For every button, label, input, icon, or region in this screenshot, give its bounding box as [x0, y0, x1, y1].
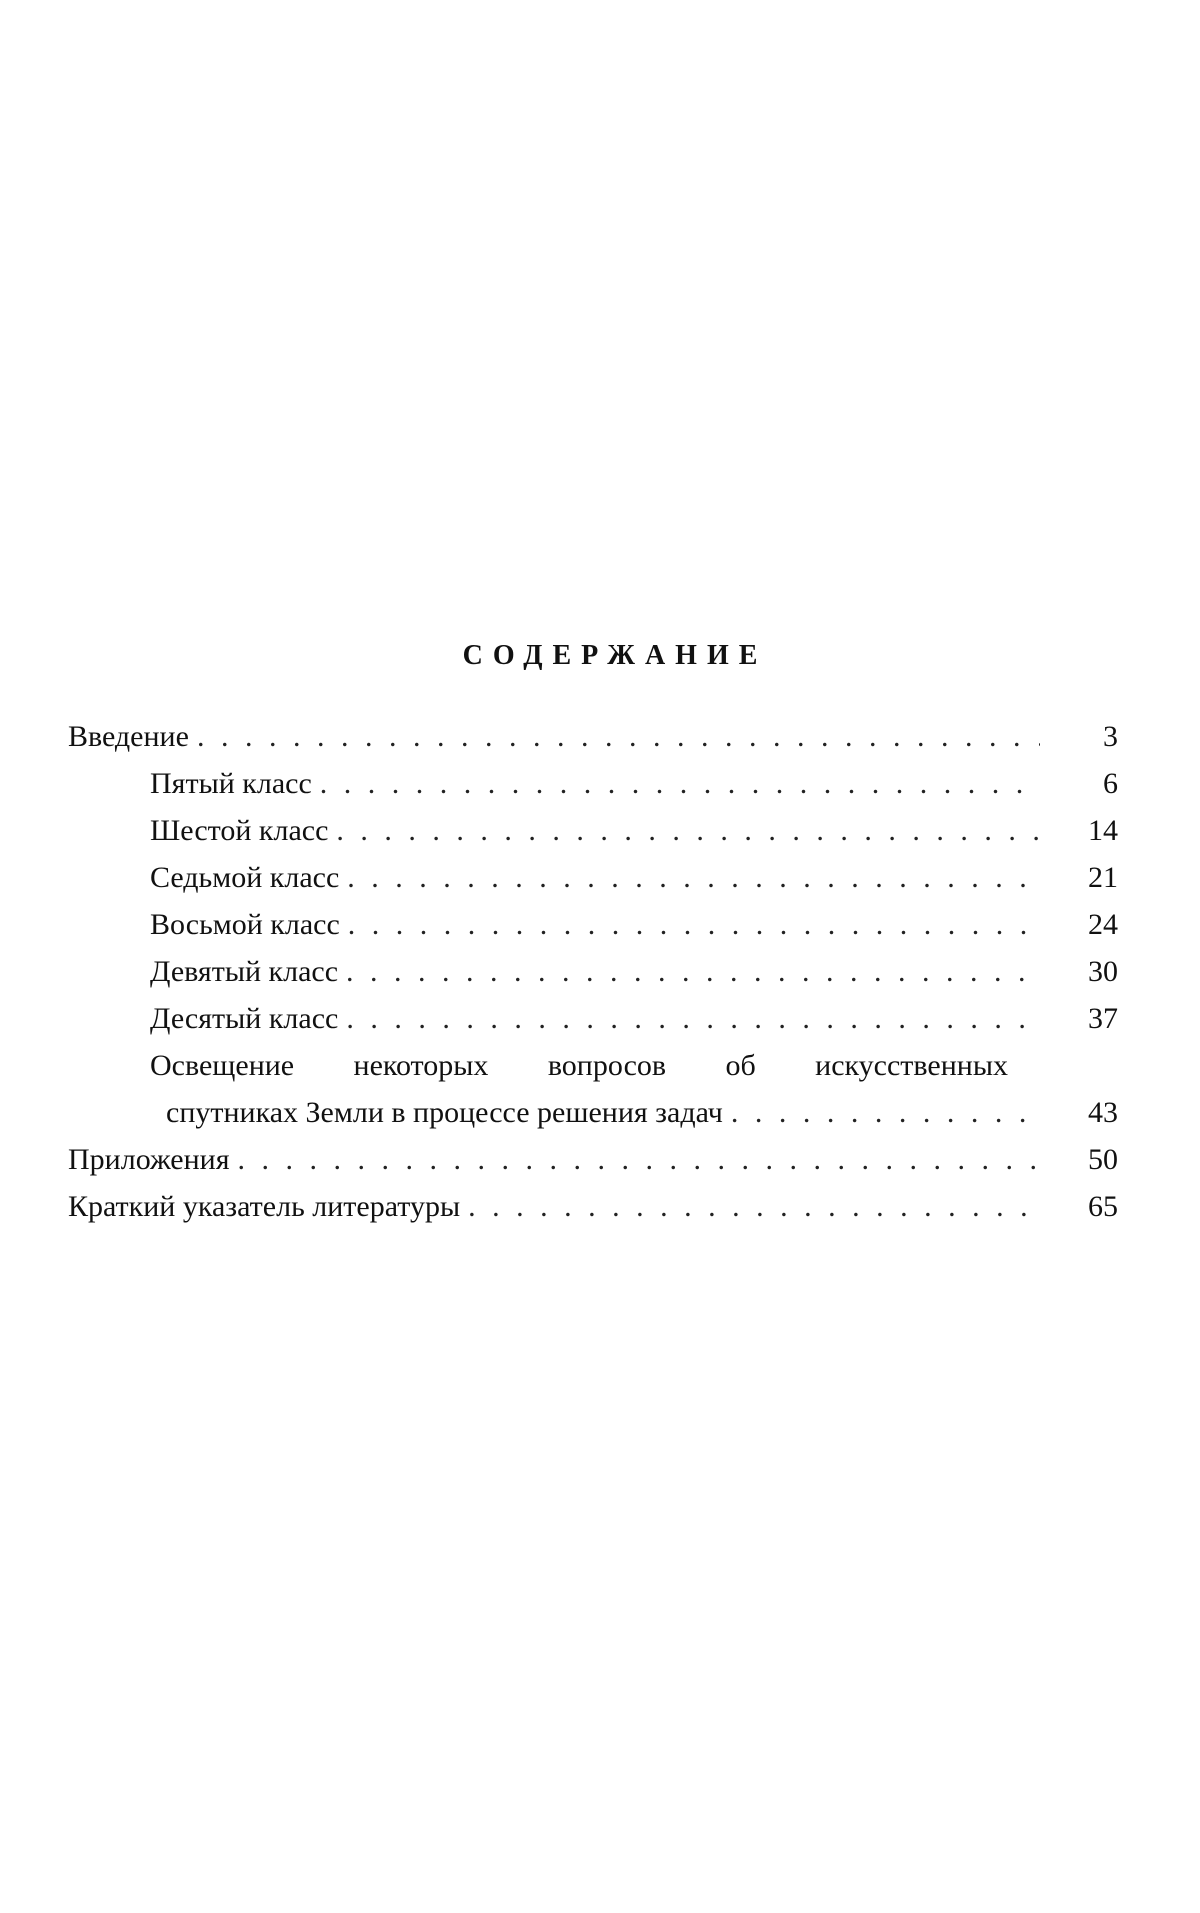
dot-leader: [347, 861, 1040, 895]
dot-leader: [336, 814, 1040, 848]
toc-page-number: 43: [1088, 1096, 1118, 1129]
dot-leader: [468, 1190, 1040, 1224]
toc-entry-tenth-grade: [68, 1002, 1118, 1049]
toc-entry-label: Десятый класс: [150, 1002, 339, 1035]
toc-entry-label: Седьмой класс: [150, 861, 340, 894]
table-of-contents: [68, 720, 1118, 1237]
toc-page-number: 21: [1088, 861, 1118, 894]
dot-leader: [197, 720, 1040, 754]
toc-entry-eighth-grade: [68, 908, 1118, 955]
toc-entry-satellites: [68, 1049, 1118, 1143]
toc-entry-introduction: [68, 720, 1118, 767]
dot-leader: [346, 955, 1040, 989]
toc-page-number: 3: [1103, 720, 1118, 753]
toc-entry-fifth-grade: [68, 767, 1118, 814]
toc-entry-label: Девятый класс: [150, 955, 339, 988]
toc-entry-ninth-grade: [68, 955, 1118, 1002]
dot-leader: [238, 1143, 1041, 1177]
toc-entry-label-line-1: Освещение некоторых вопросов об искусственных: [150, 1049, 1008, 1082]
dot-leader: [348, 908, 1040, 942]
toc-entry-appendices: [68, 1143, 1118, 1190]
dot-leader: [320, 767, 1040, 801]
toc-entry-label: Восьмой класс: [150, 908, 340, 941]
toc-entry-label: Пятый класс: [150, 767, 312, 800]
toc-entry-label: Приложения: [68, 1143, 230, 1176]
dot-leader: [346, 1002, 1040, 1036]
toc-page-number: 6: [1103, 767, 1118, 800]
dot-leader: [731, 1096, 1040, 1130]
toc-page-number: 30: [1088, 955, 1118, 988]
toc-entry-label: Краткий указатель литературы: [68, 1190, 461, 1223]
toc-entry-sixth-grade: [68, 814, 1118, 861]
toc-page-number: 50: [1088, 1143, 1118, 1176]
toc-entry-label: Шестой класс: [150, 814, 329, 847]
toc-page-number: 37: [1088, 1002, 1118, 1035]
toc-page-number: 14: [1088, 814, 1118, 847]
toc-entry-label-line-2: спутниках Земли в процессе решения задач: [166, 1096, 723, 1129]
toc-entry-seventh-grade: [68, 861, 1118, 908]
page-title: СОДЕРЖАНИЕ: [462, 640, 768, 671]
toc-entry-label: Введение: [68, 720, 189, 753]
toc-page-number: 24: [1088, 908, 1118, 941]
toc-page-number: 65: [1088, 1190, 1118, 1223]
toc-entry-bibliography: [68, 1190, 1118, 1237]
